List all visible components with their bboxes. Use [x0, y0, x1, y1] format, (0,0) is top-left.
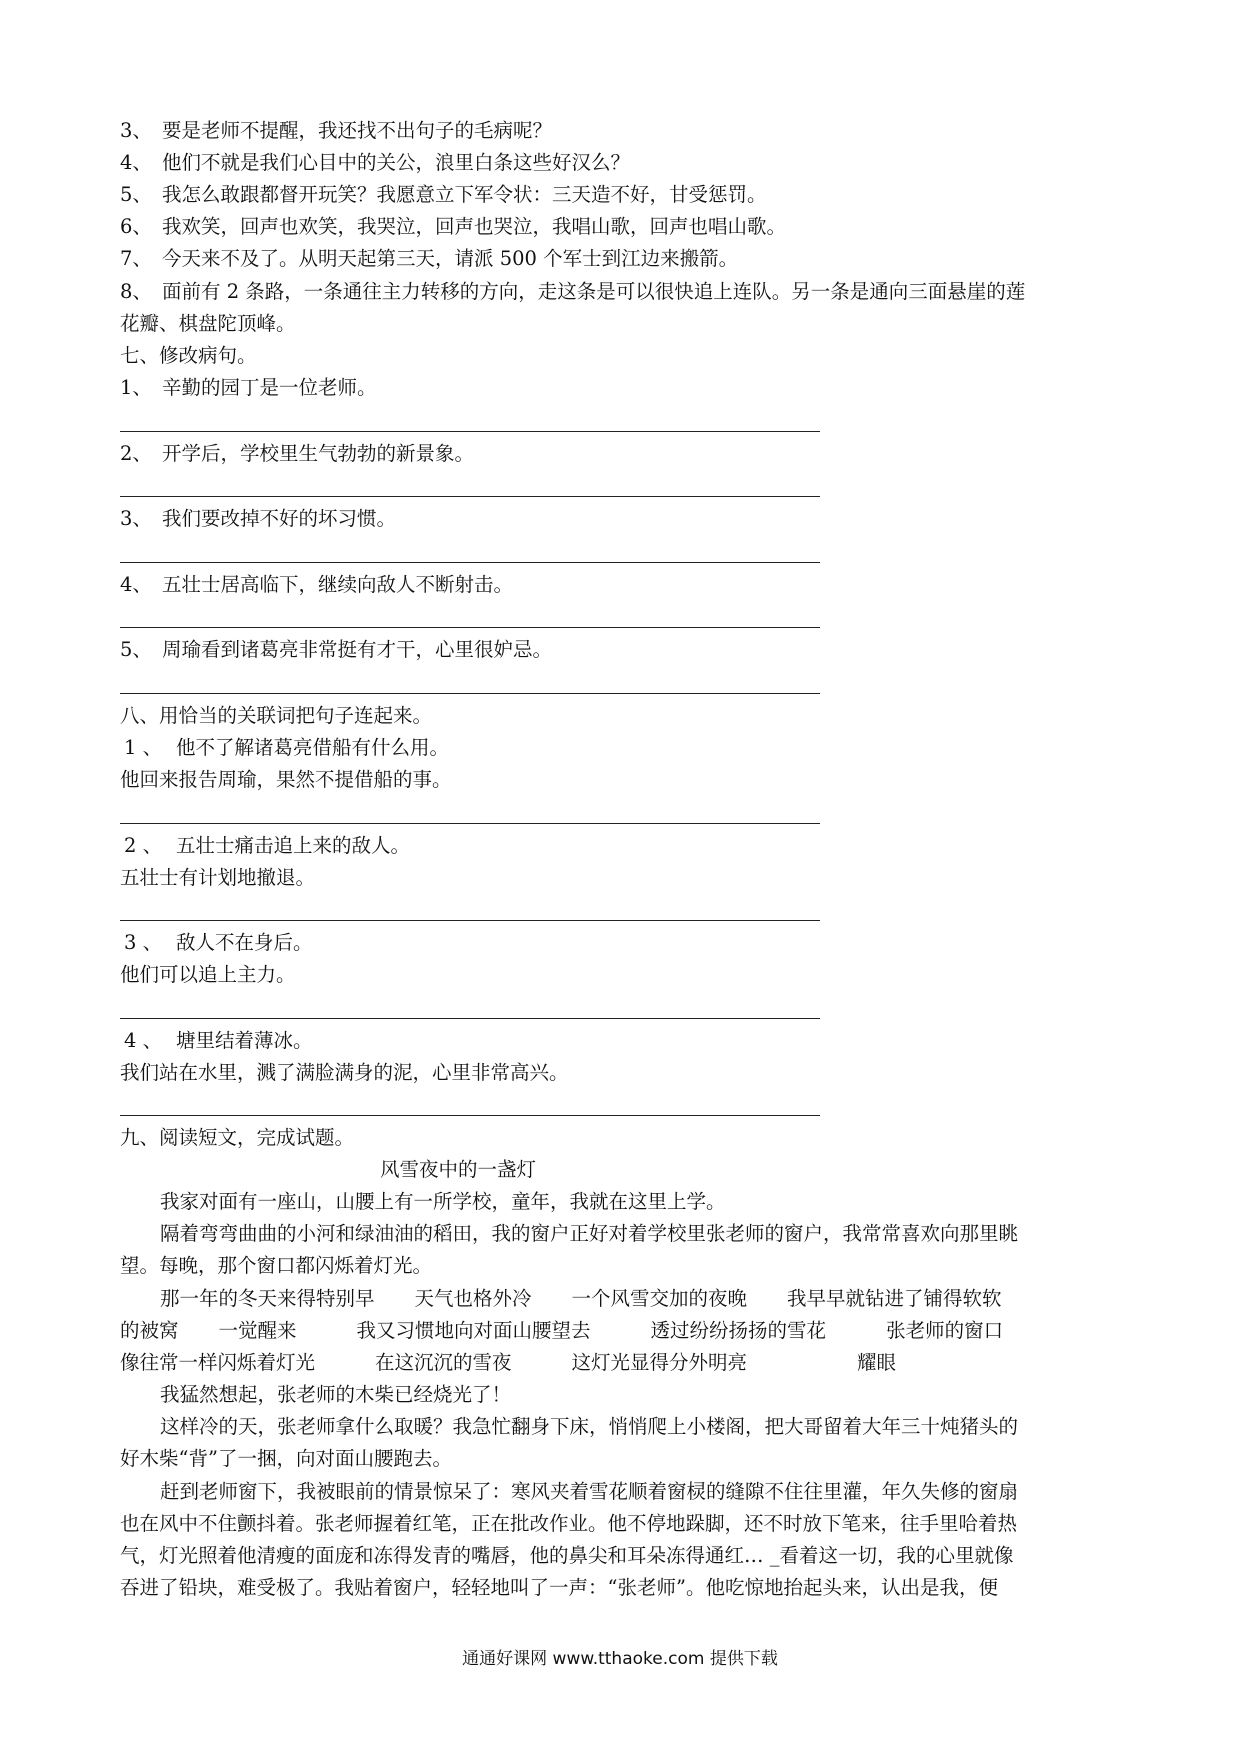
section-heading: 八、用恰当的关联词把句子连起来。 [120, 704, 433, 727]
passage-blank-line: 那一年的冬天来得特别早 天气也格外冷 一个风雪交加的夜晚 我早早就钻进了铺得软软 [160, 1287, 1002, 1310]
question-item: 1、 辛勤的园丁是一位老师。 [120, 376, 377, 399]
question-item: 1 、 他不了解诸葛亮借船有什么用。 [124, 736, 450, 759]
passage-title: 风雪夜中的一盏灯 [380, 1158, 537, 1181]
question-item: 4、 五壮士居高临下，继续向敌人不断射击。 [120, 573, 514, 596]
list-item: 5、 我怎么敢跟都督开玩笑？我愿意立下军令状：三天造不好，甘受惩罚。 [120, 183, 767, 206]
passage-line: 我家对面有一座山，山腰上有一所学校，童年，我就在这里上学。 [160, 1190, 726, 1213]
passage-line: 望。每晚，那个窗口都闪烁着灯光。 [120, 1254, 433, 1277]
passage-line: 好木柴“背”了一捆，向对面山腰跑去。 [120, 1447, 452, 1470]
question-item: 2 、 五壮士痛击追上来的敌人。 [124, 834, 411, 857]
page-footer: 通通好课网 www.tthaoke.com 提供下载 [462, 1649, 778, 1669]
passage-line: 这样冷的天，张老师拿什么取暖？我急忙翻身下床，悄悄爬上小楼阁，把大哥留着大年三十炖猪头的 [160, 1415, 1019, 1438]
answer-line[interactable] [120, 823, 820, 824]
question-sentence: 他们可以追上主力。 [120, 963, 296, 986]
question-item: 5、 周瑜看到诸葛亮非常挺有才干，心里很妒忌。 [120, 638, 553, 661]
passage-line: 我猛然想起，张老师的木柴已经烧光了！ [160, 1383, 512, 1406]
list-item-continuation: 花瓣、棋盘陀顶峰。 [120, 312, 296, 335]
question-item: 3、 我们要改掉不好的坏习惯。 [120, 507, 397, 530]
passage-line: 吞进了铅块，难受极了。我贴着窗户，轻轻地叫了一声：“张老师”。他吃惊地抬起头来，认出是我，便 [120, 1576, 998, 1599]
question-item: 2、 开学后，学校里生气勃勃的新景象。 [120, 442, 475, 465]
question-sentence: 他回来报告周瑜，果然不提借船的事。 [120, 768, 452, 791]
passage-line: 隔着弯弯曲曲的小河和绿油油的稻田，我的窗户正好对着学校里张老师的窗户，我常常喜欢向那里眺 [160, 1222, 1019, 1245]
question-sentence: 五壮士有计划地撤退。 [120, 866, 316, 889]
answer-line[interactable] [120, 431, 820, 432]
passage-blank-line: 像往常一样闪烁着灯光 在这沉沉的雪夜 这灯光显得分外明亮 耀眼 [120, 1351, 897, 1374]
section-heading: 七、修改病句。 [120, 344, 257, 367]
answer-line[interactable] [120, 562, 820, 563]
list-item: 7、 今天来不及了。从明天起第三天，请派 500 个军士到江边来搬箭。 [120, 247, 739, 270]
question-item: 4 、 塘里结着薄冰。 [124, 1029, 313, 1052]
passage-line: 也在风中不住颤抖着。张老师握着红笔，正在批改作业。他不停地跺脚，还不时放下笔来，往手里哈着热 [120, 1512, 1018, 1535]
question-sentence: 我们站在水里，溅了满脸满身的泥，心里非常高兴。 [120, 1061, 569, 1084]
answer-line[interactable] [120, 1115, 820, 1116]
question-item: 3 、 敌人不在身后。 [124, 931, 313, 954]
passage-blank-line: 的被窝 一觉醒来 我又习惯地向对面山腰望去 透过纷纷扬扬的雪花 张老师的窗口 [120, 1319, 1004, 1342]
list-item: 4、 他们不就是我们心目中的关公，浪里白条这些好汉么？ [120, 151, 631, 174]
passage-line: 气，灯光照着他清瘦的面庞和冻得发青的嘴唇，他的鼻尖和耳朵冻得通红… _看着这一切，我的心里就像 [120, 1544, 1014, 1567]
answer-line[interactable] [120, 1018, 820, 1019]
answer-line[interactable] [120, 627, 820, 628]
section-heading: 九、阅读短文，完成试题。 [120, 1126, 355, 1149]
passage-line: 赶到老师窗下，我被眼前的情景惊呆了：寒风夹着雪花顺着窗棂的缝隙不住往里灌，年久失修的窗扇 [160, 1480, 1019, 1503]
list-item: 6、 我欢笑，回声也欢笑，我哭泣，回声也哭泣，我唱山歌，回声也唱山歌。 [120, 215, 787, 238]
answer-line[interactable] [120, 920, 820, 921]
answer-line[interactable] [120, 693, 820, 694]
list-item: 3、 要是老师不提醒，我还找不出句子的毛病呢？ [120, 119, 553, 142]
answer-line[interactable] [120, 496, 820, 497]
list-item: 8、 面前有 2 条路，一条通往主力转移的方向，走这条是可以很快追上连队。另一条是通向三面悬崖的莲 [120, 280, 1026, 303]
